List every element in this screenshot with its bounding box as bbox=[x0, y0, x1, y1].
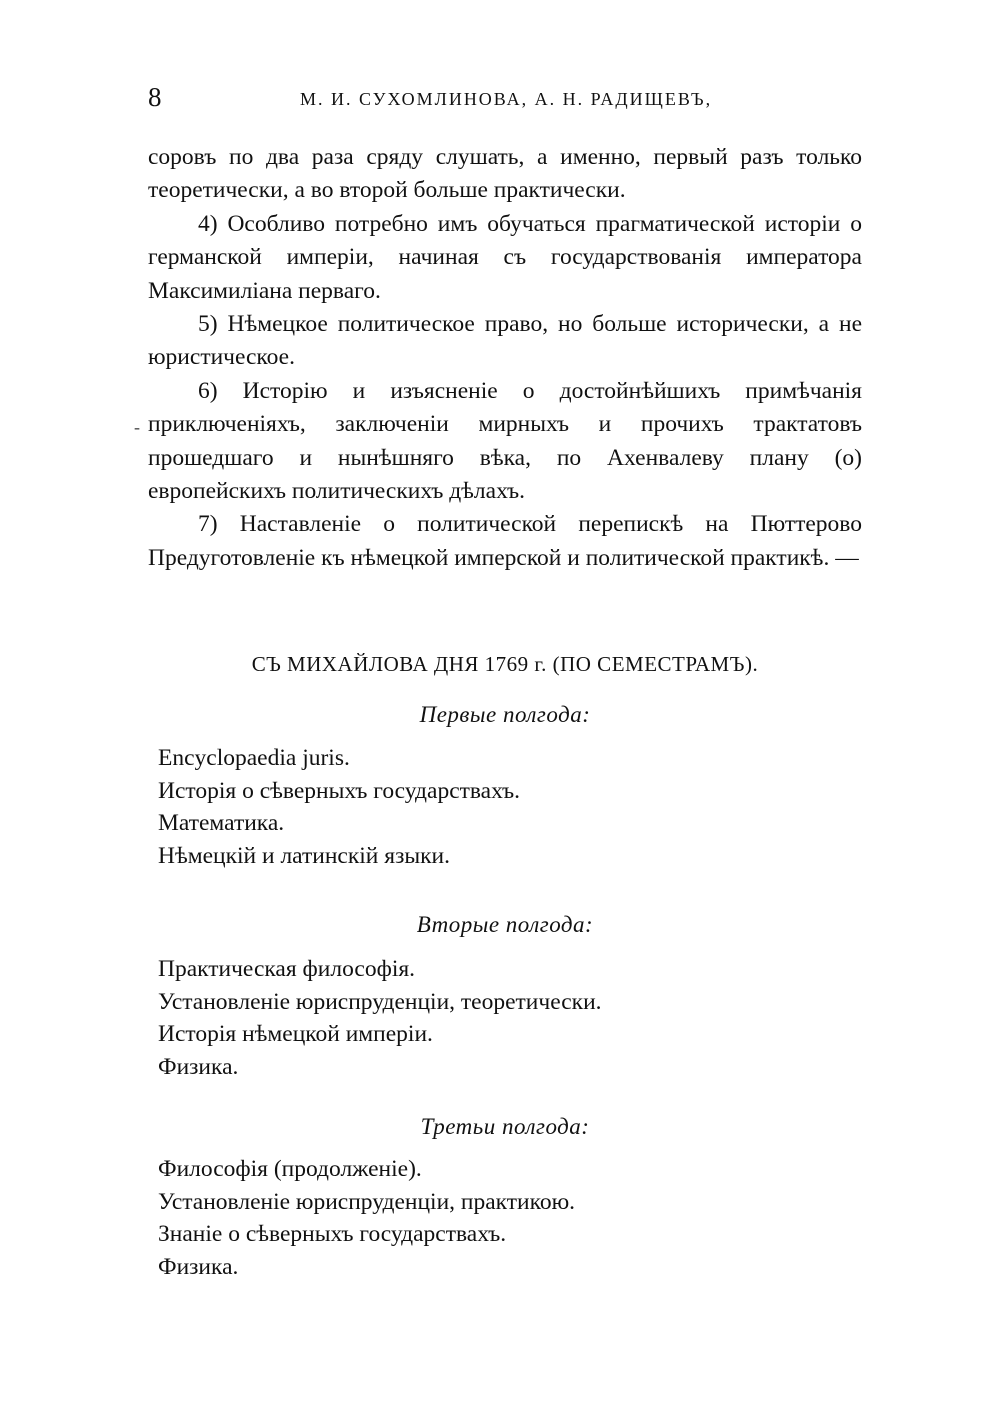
course-item: Физика. bbox=[158, 1253, 239, 1280]
page-number: 8 bbox=[148, 82, 162, 112]
course-item: Математика. bbox=[158, 810, 285, 836]
margin-mark-dash: - bbox=[134, 417, 140, 437]
paragraph-continuation: соровъ по два раза сряду слушать, а именно, первый разъ только теоретически, а во второй больше практически. bbox=[148, 144, 862, 204]
semester-3-course-list bbox=[158, 1153, 575, 1283]
running-head: М. И. СУХОМЛИНОВА, А. Н. РАДИЩЕВЪ, bbox=[300, 89, 713, 109]
paragraph-6: 6) Исторію и изъясненіе о достойнѣйшихъ примѣчанія приключеніяхъ, заключеніи мирныхъ и прочихъ трактатовъ прошедшаго и нынѣшняго вѣка, по Ахенвалеву плану (о) европейскихъ политическихъ дѣлахъ. bbox=[148, 377, 862, 505]
course-item: Философія (продолженіе). bbox=[158, 1156, 422, 1182]
course-item: Установленіе юриспруденціи, практикою. bbox=[158, 1188, 576, 1215]
course-item: Нѣмецкій и латинскій языки. bbox=[158, 842, 451, 869]
paragraph-4: 4) Особливо потребно имъ обучаться прагматической исторіи о германской имперіи, начиная съ государствованія императора Максимиліана перваго. bbox=[148, 210, 862, 304]
semester-3-title: Третьи полгода: bbox=[420, 1114, 590, 1139]
semester-1-title: Первые полгода: bbox=[419, 702, 591, 727]
body-text bbox=[148, 141, 862, 575]
paragraph-5: 5) Нѣмецкое политическое право, но больше исторически, а не юристическое. bbox=[148, 311, 862, 371]
course-item: Физика. bbox=[158, 1053, 239, 1080]
semester-1-course-list bbox=[158, 742, 520, 872]
semester-2-title: Вторые полгода: bbox=[416, 912, 594, 937]
course-item: Encyclopaedia juris. bbox=[158, 745, 350, 771]
course-item: Исторія о сѣверныхъ государствахъ. bbox=[158, 777, 520, 804]
paragraph-7: 7) Наставленіе о политической перепискѣ на Пюттерово Предуготовленіе къ нѣмецкой имперской и политической практикѣ. — bbox=[148, 511, 862, 571]
section-heading: СЪ МИХАЙЛОВА ДНЯ 1769 г. (ПО СЕМЕСТРАМЪ). bbox=[251, 652, 759, 676]
course-item: Установленіе юриспруденціи, теоретически. bbox=[158, 988, 602, 1015]
semester-2-course-list bbox=[158, 953, 602, 1083]
course-item: Исторія нѣмецкой имперіи. bbox=[158, 1021, 433, 1047]
course-item: Знаніе о сѣверныхъ государствахъ. bbox=[158, 1221, 507, 1247]
course-item: Практическая философія. bbox=[158, 956, 416, 982]
